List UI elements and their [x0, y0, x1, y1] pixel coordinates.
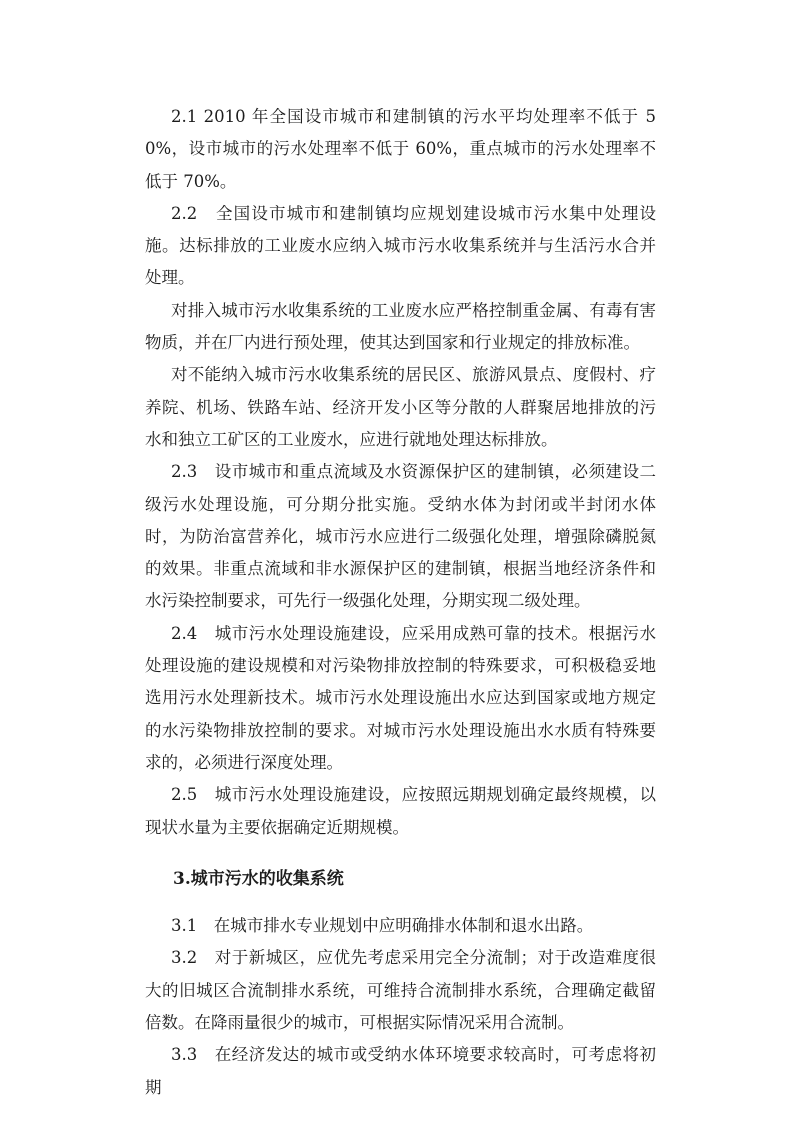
paragraph: 对排入城市污水收集系统的工业废水应严格控制重金属、有毒有害物质，并在厂内进行预处理，使其达到国家和行业规定的排放标准。: [145, 300, 656, 353]
section-heading: 3.城市污水的收集系统: [173, 868, 344, 889]
paragraph: 2.3 设市城市和重点流域及水资源保护区的建制镇，必须建设二级污水处理设施，可分期分批实施。受纳水体为封闭或半封闭水体时，为防治富营养化，城市污水应进行二级强化处理，增强除磷脱氮的效果。非重点流域和非水源保护区的建制镇，根据当地经济条件和水污染控制要求，可先行一级强化处理，分期实现二级处理。: [145, 462, 656, 611]
paragraph: 2.4 城市污水处理设施建设，应采用成熟可靠的技术。根据污水处理设施的建设规模和对污染物排放控制的特殊要求，可积极稳妥地选用污水处理新技术。城市污水处理设施出水应达到国家或地方规定的水污染物排放控制的要求。对城市污水处理设施出水水质有特殊要求的，必须进行深度处理。: [145, 623, 656, 772]
paragraph: 2.2 全国设市城市和建制镇均应规划建设城市污水集中处理设施。达标排放的工业废水应纳入城市污水收集系统并与生活污水合并处理。: [145, 203, 656, 288]
paragraph: 对不能纳入城市污水收集系统的居民区、旅游风景点、度假村、疗养院、机场、铁路车站、经济开发小区等分散的人群聚居地排放的污水和独立工矿区的工业废水，应进行就地处理达标排放。: [145, 365, 656, 449]
paragraph: 3.1 在城市排水专业规划中应明确排水体制和退水出路。: [171, 916, 594, 936]
paragraph: 2.5 城市污水处理设施建设，应按照远期规划确定最终规模，以现状水量为主要依据确定近期规模。: [145, 785, 656, 837]
paragraph: 3.3 在经济发达的城市或受纳水体环境要求较高时，可考虑将初期: [145, 1045, 656, 1097]
paragraph: 3.2 对于新城区，应优先考虑采用完全分流制；对于改造难度很大的旧城区合流制排水系统，可维持合流制排水系统，合理确定截留倍数。在降雨量很少的城市，可根据实际情况采用合流制。: [145, 948, 656, 1033]
paragraph: 2.1 2010 年全国设市城市和建制镇的污水平均处理率不低于 50%，设市城市的污水处理率不低于 60%，重点城市的污水处理率不低于 70%。: [145, 107, 656, 191]
document-body: [145, 101, 656, 1104]
